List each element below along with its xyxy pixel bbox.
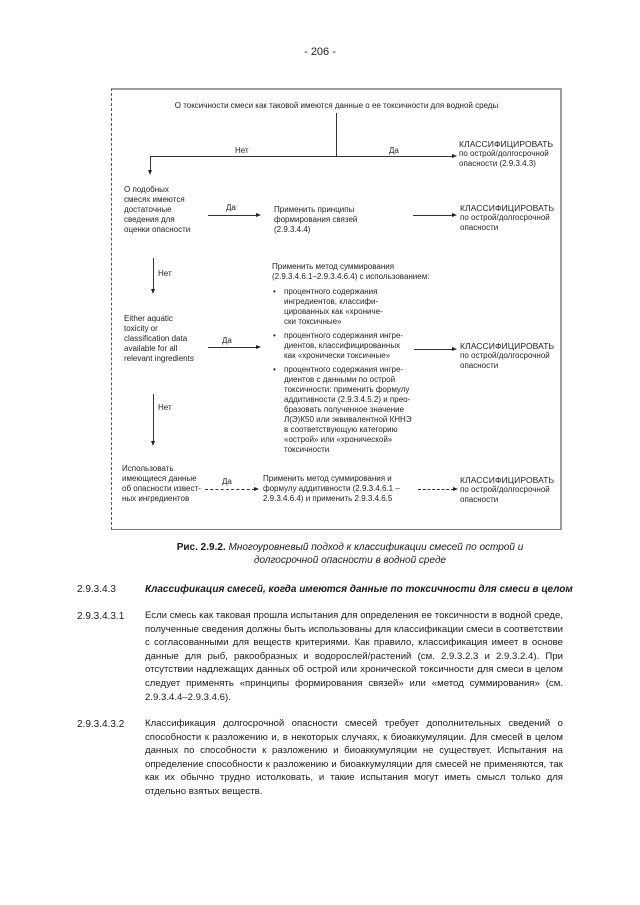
section-number: 2.9.3.4.3.2 (77, 719, 125, 730)
figure-caption-line: Многоуровневый подход к классификации смесей по острой и (228, 542, 524, 553)
bridging-line: (2.9.3.4.4) (274, 225, 311, 234)
bullet-line: диентов, классифицированных (284, 341, 401, 350)
question-4 (122, 464, 201, 504)
final-method-line: формулу аддитивности (2.9.3.4.6.1 – (263, 484, 400, 493)
bullet-line: ингредиентов, классифи- (284, 297, 379, 306)
summation-method-box (272, 262, 452, 459)
classify-head: КЛАССИФИЦИРОВАТЬ (460, 475, 555, 485)
q3-line: available for all (124, 344, 178, 353)
bullet-line: токсичности: применить формулу (284, 385, 410, 394)
q3-line: toxicity or (124, 324, 158, 333)
classify-box-4 (460, 475, 554, 505)
arrow-right-icon (452, 154, 457, 158)
classify-tail: опасности (460, 223, 499, 232)
q4-line: об опасности извест- (122, 484, 201, 493)
q2-line: О подобных (124, 185, 169, 194)
classify-sub: по острой/долгосрочной (460, 485, 550, 494)
bullet-line: токсичности (284, 445, 330, 454)
q4-line: Использовать (122, 464, 174, 473)
bullet-line: аддитивности (2.9.3.4.5.2) и прео- (284, 395, 411, 404)
question-3 (124, 314, 194, 364)
bullet-line: • процентного содержания ингре- (284, 331, 404, 340)
classify-sub: по острой/долгосрочной (460, 213, 550, 222)
dashed-connector (205, 489, 255, 490)
classify-tail: опасности (460, 495, 499, 504)
classify-tail: опасности (2.9.3.4.3) (459, 159, 536, 168)
section-paragraph: Классификация долгосрочной опасности смесей требует дополнительных сведений о способности к разложению и, в некоторых случаях, к биоаккумуляции. Для смесей в целом данных по способности к разложению и биоаккумуляции не существует. Испытания на определение способности к разложению и биоаккумуляции для смесей не применяются, так как их обычно трудно истолковать, и такие испытания могут иметь смысл только для отдельно взятых веществ. (145, 718, 563, 797)
final-method-line: Применить метод суммирования и (263, 474, 392, 483)
arrow-right-icon (453, 487, 458, 491)
classify-head: КЛАССИФИЦИРОВАТЬ (460, 341, 555, 351)
final-method-line: 2.9.3.4.6.4) и применить 2.9.3.4.6.5 (263, 494, 393, 503)
summation-bullets (272, 287, 452, 455)
label-yes: Да (222, 336, 232, 345)
summation-intro-line: (2.9.3.4.6.1–2.9.3.4.6.4) с использованием: (272, 272, 430, 281)
classify-head: КЛАССИФИЦИРОВАТЬ (460, 203, 555, 213)
summation-bullet (272, 287, 452, 327)
label-yes: Да (226, 203, 236, 212)
connector-line (153, 258, 154, 289)
q2-line: оценки опасности (124, 225, 191, 234)
connector-line (153, 394, 154, 441)
label-no: Нет (158, 269, 172, 278)
q4-line: имеющиеся данные (122, 474, 197, 483)
q3-line: Either aquatic (124, 314, 173, 323)
bullet-line: • процентного содержания (284, 287, 378, 296)
bullet-line: цированных как «хрониче- (284, 307, 383, 316)
connector-line (336, 113, 337, 156)
classify-sub: по острой/долгосрочной (459, 149, 549, 158)
arrow-right-icon (452, 347, 457, 351)
arrow-down-icon (148, 170, 152, 175)
arrow-right-icon (256, 345, 261, 349)
section-number: 2.9.3.4.3.1 (77, 611, 125, 622)
label-yes: Да (389, 146, 399, 155)
connector-line (150, 156, 452, 157)
final-method-box (263, 474, 400, 504)
connector-line (413, 215, 453, 216)
bullet-line: «острой» или «хронической» (284, 435, 393, 444)
flowchart-top-question: О токсичности смеси как таковой имеются данные о ее токсичности для водной среды (174, 101, 499, 110)
summation-intro-line: Применить метод суммирования (272, 262, 395, 271)
classify-tail: опасности (460, 361, 499, 370)
summation-bullet (272, 365, 452, 455)
label-yes: Да (222, 477, 232, 486)
figure-caption-line: долгосрочной опасности в водной среде (253, 555, 447, 566)
section-number: 2.9.3.4.3 (77, 584, 116, 595)
q3-line: classification data (124, 334, 188, 343)
bridging-line: формирования связей (274, 215, 358, 224)
bullet-line: • процентного содержания ингре- (284, 365, 404, 374)
bullet-line: Л(Э)К50 или эквивалентной КННЭ (284, 415, 412, 424)
label-no: Нет (158, 403, 172, 412)
question-2 (124, 185, 190, 235)
section-paragraph: Если смесь как таковая прошла испытания для определения ее токсичности в водной среде, полученные сведения должны быть использованы для классификации смеси в соответствии с согласованными для веществ критериями. Как правило, классификация имеет в основе данные для рыб, ракообразных и водорослей/растений (см. 2.9.3.2.3 и 2.9.3.2.4). При отсутствии надлежащих данных об острой или хронической токсичности для смеси в целом следует применять «принципы формирования связей» или «метод суммирования» (см. 2.9.3.4.4–2.9.3.4.6). (145, 610, 563, 703)
classify-head: КЛАССИФИЦИРОВАТЬ (459, 139, 554, 149)
arrow-right-icon (452, 213, 457, 217)
label-no: Нет (235, 146, 249, 155)
connector-line (208, 347, 258, 348)
classify-box-1 (459, 139, 553, 169)
classify-box-2 (460, 203, 554, 233)
arrow-right-icon (254, 487, 259, 491)
bullet-line: в соответствующую категорию (284, 425, 398, 434)
bridging-principles-box (274, 205, 357, 235)
classify-box-3 (460, 341, 554, 371)
bullet-line: диентов с данными по острой (284, 375, 396, 384)
q2-line: сведения для (124, 215, 175, 224)
q2-line: смесях имеются (124, 195, 185, 204)
arrow-down-icon (151, 289, 155, 294)
bullet-line: бразовать полученное значение (284, 405, 405, 414)
summation-bullet (272, 331, 452, 361)
figure-caption (120, 541, 580, 567)
dashed-connector (418, 489, 454, 490)
q2-line: достаточные (124, 205, 172, 214)
bullet-line: ски токсичные» (284, 317, 342, 326)
section-title: Классификация смесей, когда имеются данные по токсичности для смеси в целом (145, 584, 573, 595)
connector-line (150, 156, 151, 170)
arrow-down-icon (151, 441, 155, 446)
connector-line (208, 215, 258, 216)
arrow-right-icon (256, 213, 261, 217)
bullet-line: как «хронически токсичные» (284, 351, 391, 360)
q3-line: relevant ingredients (124, 354, 194, 363)
classify-sub: по острой/долгосрочной (460, 351, 550, 360)
q4-line: ных ингредиентов (122, 494, 190, 503)
bridging-line: Применить принципы (274, 205, 355, 214)
page-number: - 206 - (304, 46, 336, 58)
connector-line (414, 349, 452, 350)
figure-label: Рис. 2.9.2. (176, 542, 226, 553)
